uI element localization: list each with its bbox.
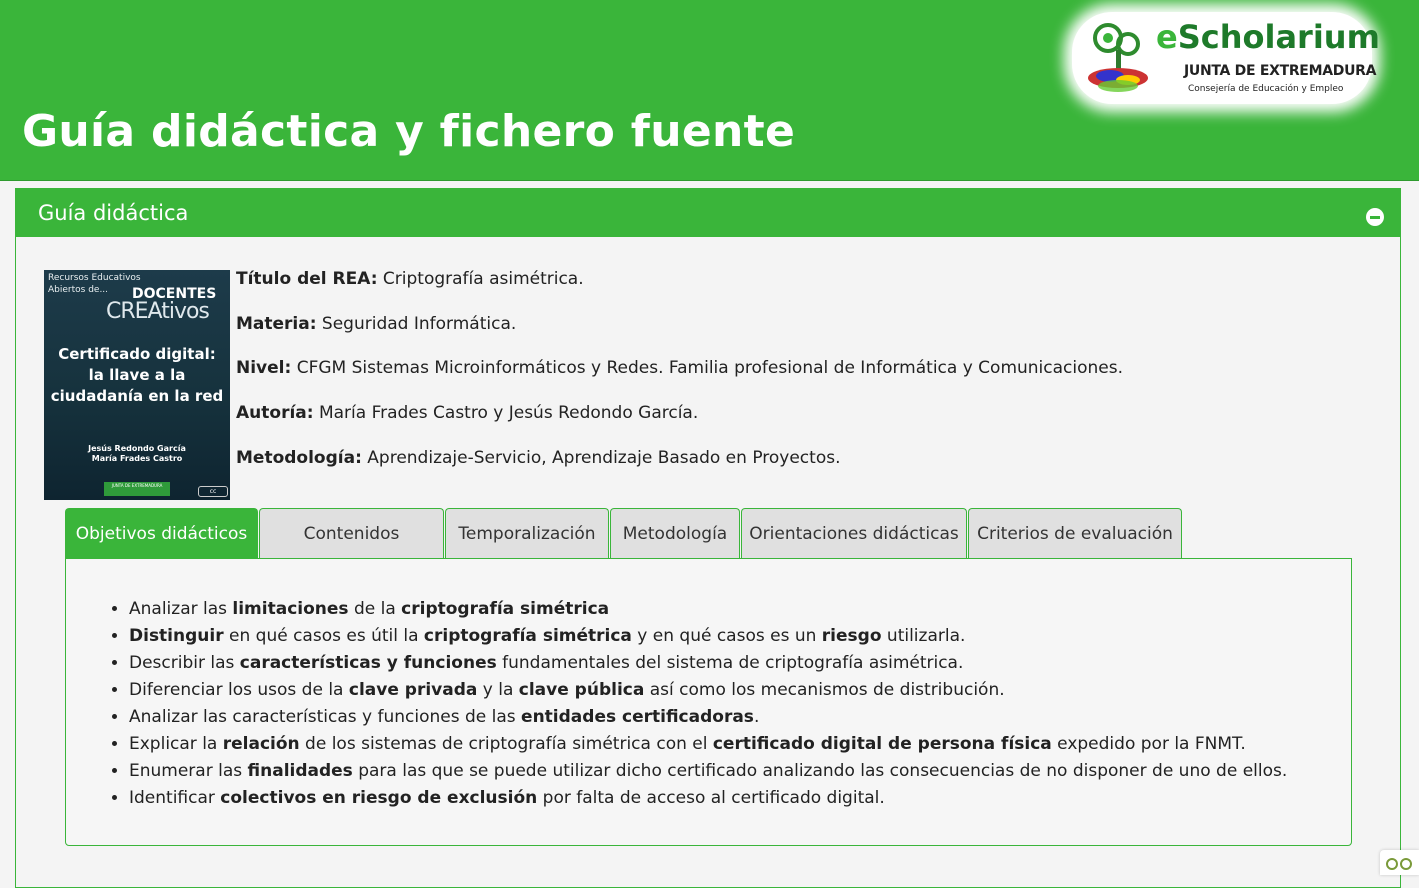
cc-license-icon: cc: [198, 486, 228, 497]
cover-docentes: DOCENTES: [132, 286, 217, 302]
site-header: [0, 0, 1419, 181]
meta-level: Nivel: CFGM Sistemas Microinformáticos y Redes. Familia profesional de Informática y Comunicaciones.: [236, 358, 1124, 378]
objective-item: • Describir las características y funciones fundamentales del sistema de criptografía asimétrica.: [129, 650, 1287, 677]
cover-creativos: CREAtivos: [106, 299, 209, 324]
objective-item: • Distinguir en qué casos es útil la criptografía simétrica y en qué casos es un riesgo utilizarla.: [129, 623, 1287, 650]
meta-authorship: Autoría: María Frades Castro y Jesús Redondo García.: [236, 403, 699, 423]
panel-title: Guía didáctica: [38, 201, 189, 225]
objective-item: • Enumerar las finalidades para las que se puede utilizar dicho certificado analizando las consecuencias de no disponer de uno de ellos.: [129, 758, 1287, 785]
logo-junta: JUNTA DE EXTREMADURA: [1184, 63, 1377, 79]
page-title: Guía didáctica y fichero fuente: [22, 106, 796, 157]
cover-footer: JUNTA DE EXTREMADURA: [104, 482, 170, 496]
objective-item: • Analizar las características y funciones de las entidades certificadoras.: [129, 704, 1287, 731]
meta-title: Título del REA: Criptografía asimétrica.: [236, 269, 584, 289]
tab-objetivos[interactable]: Objetivos didácticos: [65, 508, 258, 558]
objective-item: • Analizar las limitaciones de la criptografía simétrica: [129, 596, 1287, 623]
exe-logo-icon[interactable]: [1380, 850, 1419, 875]
cover-title: Certificado digital: la llave a la ciudadanía en la red: [50, 345, 224, 405]
meta-methodology: Metodología: Aprendizaje-Servicio, Aprendizaje Basado en Proyectos.: [236, 448, 841, 468]
tab-content-objetivos: [65, 558, 1352, 846]
tab-criterios[interactable]: Criterios de evaluación: [968, 508, 1182, 558]
cover-top-text: Recursos Educativos Abiertos de...: [48, 273, 141, 295]
cover-authors: Jesús Redondo García María Frades Castro: [88, 444, 186, 463]
cover-image: [44, 270, 230, 500]
tab-metodologia[interactable]: Metodología: [610, 508, 740, 558]
logo-brand: eScholarium: [1156, 18, 1380, 56]
tab-temporalizacion[interactable]: Temporalización: [445, 508, 609, 558]
minus-circle-icon[interactable]: [1366, 208, 1384, 226]
panel-header[interactable]: [16, 189, 1400, 237]
meta-subject: Materia: Seguridad Informática.: [236, 314, 517, 334]
objective-item: • Explicar la relación de los sistemas de criptografía simétrica con el certificado digital de persona física expedido por la FNMT.: [129, 731, 1287, 758]
tree-logo-icon: [1080, 16, 1160, 102]
objective-item: • Identificar colectivos en riesgo de exclusión por falta de acceso al certificado digital.: [129, 785, 1287, 812]
tab-orientaciones[interactable]: Orientaciones didácticas: [741, 508, 967, 558]
objective-item: • Diferenciar los usos de la clave privada y la clave pública así como los mecanismos de distribución.: [129, 677, 1287, 704]
escholarium-logo[interactable]: [1072, 12, 1380, 104]
tab-contenidos[interactable]: Contenidos: [259, 508, 444, 558]
objectives-list: [109, 596, 1287, 812]
logo-consejeria: Consejería de Educación y Empleo: [1188, 84, 1344, 94]
